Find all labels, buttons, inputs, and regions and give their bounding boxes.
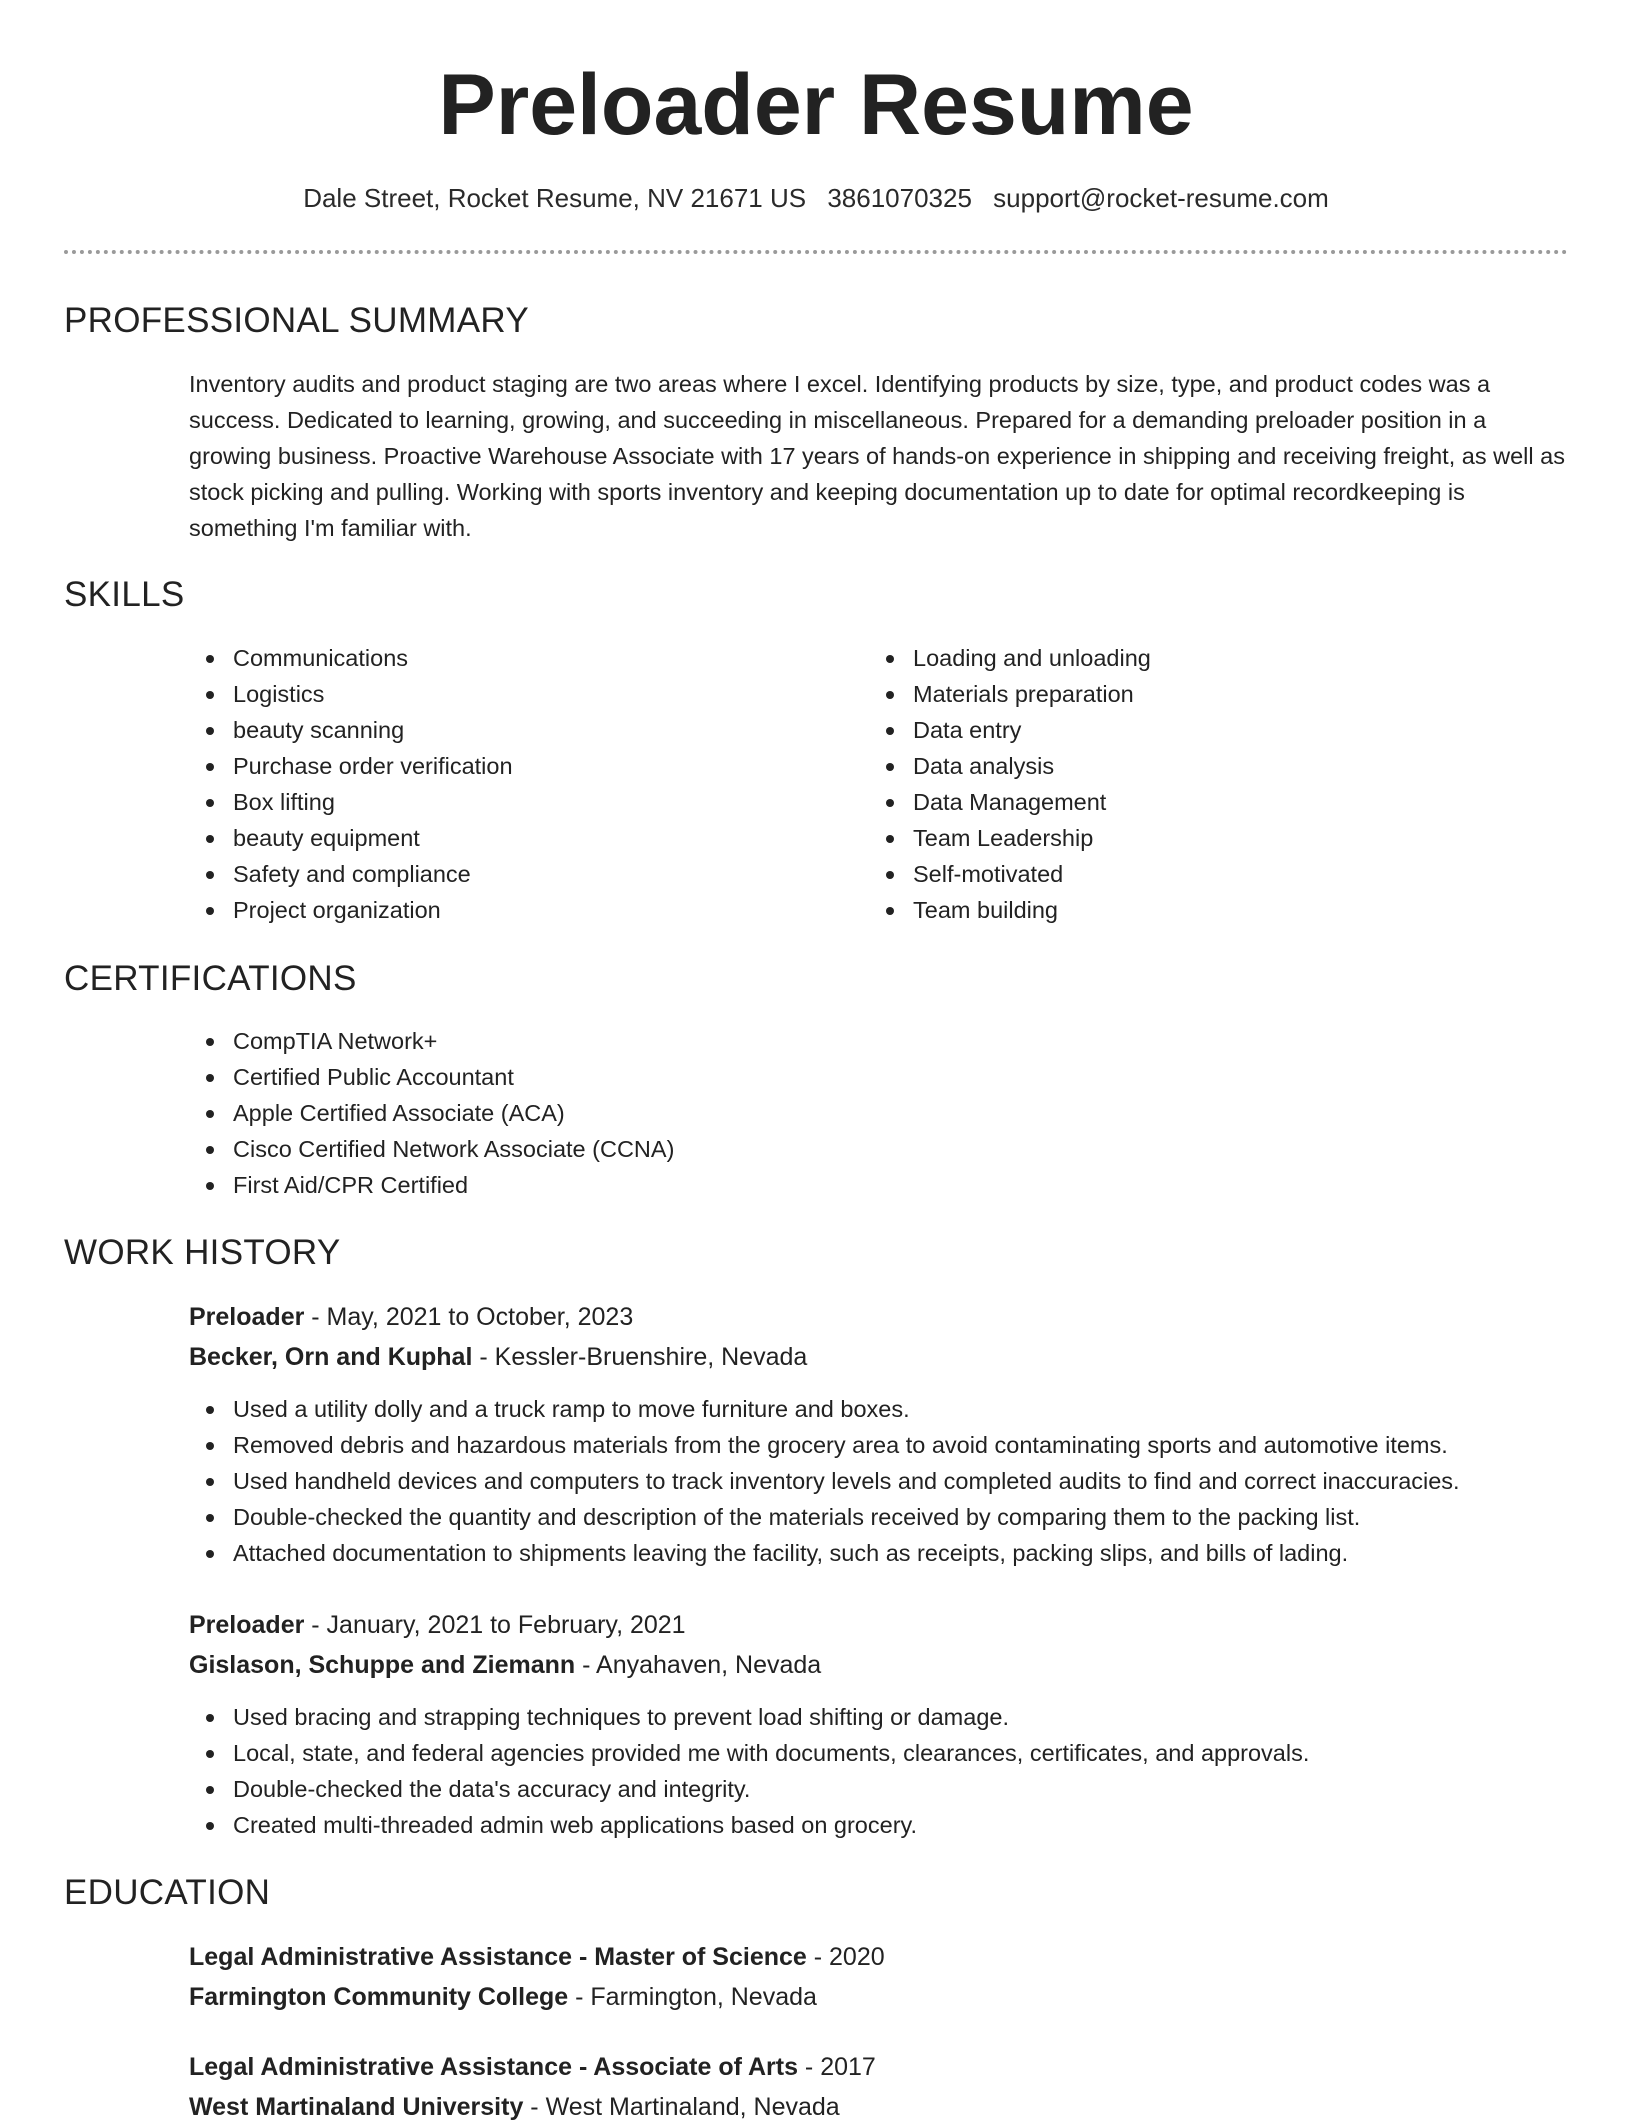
job-bullet: Created multi-threaded admin web applications based on grocery. bbox=[189, 1807, 1309, 1843]
skills-list-left bbox=[189, 640, 513, 928]
education-location: - West Martinaland, Nevada bbox=[523, 2093, 840, 2121]
header-divider bbox=[64, 250, 1568, 254]
job-location: - Kessler-Bruenshire, Nevada bbox=[472, 1343, 808, 1371]
job-bullets bbox=[189, 1391, 1460, 1571]
education-school: Farmington Community College bbox=[189, 1983, 569, 2011]
skills-heading: SKILLS bbox=[64, 575, 185, 614]
education-degree: Legal Administrative Assistance - Master of Science bbox=[189, 1943, 807, 1971]
job-company-line bbox=[189, 1337, 807, 1377]
job-title: Preloader bbox=[189, 1611, 305, 1639]
contact-line bbox=[0, 178, 1632, 218]
summary-heading: PROFESSIONAL SUMMARY bbox=[64, 301, 529, 340]
job-bullet: Double-checked the data's accuracy and integrity. bbox=[189, 1771, 1309, 1807]
skill-item: Project organization bbox=[189, 892, 513, 928]
job-company: Gislason, Schuppe and Ziemann bbox=[189, 1651, 576, 1679]
job-title: Preloader bbox=[189, 1303, 305, 1331]
job-bullets bbox=[189, 1699, 1309, 1843]
skill-item: Data analysis bbox=[869, 748, 1151, 784]
education-degree: Legal Administrative Assistance - Associate of Arts bbox=[189, 2053, 798, 2081]
job-bullet: Attached documentation to shipments leaving the facility, such as receipts, packing slips, and bills of lading. bbox=[189, 1535, 1460, 1571]
resume-title: Preloader Resume bbox=[438, 57, 1194, 153]
education-year: - 2020 bbox=[806, 1943, 885, 1971]
job-bullet: Used a utility dolly and a truck ramp to move furniture and boxes. bbox=[189, 1391, 1460, 1427]
job-company: Becker, Orn and Kuphal bbox=[189, 1343, 473, 1371]
skill-item: Purchase order verification bbox=[189, 748, 513, 784]
skill-item: Team building bbox=[869, 892, 1151, 928]
job-title-line bbox=[189, 1297, 633, 1337]
contact-email: support@rocket-resume.com bbox=[993, 183, 1329, 213]
education-school-line bbox=[189, 2087, 840, 2127]
certification-item: CompTIA Network+ bbox=[189, 1023, 674, 1059]
skill-item: beauty scanning bbox=[189, 712, 513, 748]
skill-item: Data entry bbox=[869, 712, 1151, 748]
certification-item: First Aid/CPR Certified bbox=[189, 1167, 674, 1203]
job-bullet: Used handheld devices and computers to track inventory levels and completed audits to find and correct inaccuracies. bbox=[189, 1463, 1460, 1499]
job-bullet: Local, state, and federal agencies provided me with documents, clearances, certificates, and approvals. bbox=[189, 1735, 1309, 1771]
education-heading: EDUCATION bbox=[64, 1873, 271, 1912]
skill-item: Team Leadership bbox=[869, 820, 1151, 856]
education-school-line bbox=[189, 1977, 817, 2017]
job-bullet: Double-checked the quantity and description of the materials received by comparing them to the packing list. bbox=[189, 1499, 1460, 1535]
job-dates: - May, 2021 to October, 2023 bbox=[304, 1303, 634, 1331]
work-history-heading: WORK HISTORY bbox=[64, 1233, 341, 1272]
skill-item: Logistics bbox=[189, 676, 513, 712]
certifications-list bbox=[189, 1023, 674, 1203]
education-year: - 2017 bbox=[797, 2053, 876, 2081]
skill-item: Communications bbox=[189, 640, 513, 676]
education-degree-line bbox=[189, 2047, 876, 2087]
skill-item: Loading and unloading bbox=[869, 640, 1151, 676]
job-company-line bbox=[189, 1645, 821, 1685]
skill-item: Data Management bbox=[869, 784, 1151, 820]
job-location: - Anyahaven, Nevada bbox=[575, 1651, 822, 1679]
skill-item: Safety and compliance bbox=[189, 856, 513, 892]
education-school: West Martinaland University bbox=[189, 2093, 524, 2121]
skill-item: Materials preparation bbox=[869, 676, 1151, 712]
skill-item: beauty equipment bbox=[189, 820, 513, 856]
skill-item: Self-motivated bbox=[869, 856, 1151, 892]
job-title-line bbox=[189, 1605, 686, 1645]
certifications-heading: CERTIFICATIONS bbox=[64, 959, 357, 998]
job-dates: - January, 2021 to February, 2021 bbox=[304, 1611, 686, 1639]
summary-text: Inventory audits and product staging are two areas where I excel. Identifying products by size, type, and product codes was a success. Dedicated to learning, growing, and succeeding in miscellaneous. Prepared for a demanding preloader position in a growing business. Proactive Warehouse Associate with 17 years of hands-on experience in shipping and receiving freight, as well as stock picking and pulling. Working with sports inventory and keeping documentation up to date for optimal recordkeeping is something I'm familiar with. bbox=[189, 371, 1565, 541]
skill-item: Box lifting bbox=[189, 784, 513, 820]
contact-phone: 3861070325 bbox=[827, 183, 972, 213]
certification-item: Certified Public Accountant bbox=[189, 1059, 674, 1095]
job-bullet: Removed debris and hazardous materials from the grocery area to avoid contaminating sports and automotive items. bbox=[189, 1427, 1460, 1463]
certification-item: Cisco Certified Network Associate (CCNA) bbox=[189, 1131, 674, 1167]
certification-item: Apple Certified Associate (ACA) bbox=[189, 1095, 674, 1131]
contact-address: Dale Street, Rocket Resume, NV 21671 US bbox=[303, 183, 807, 213]
job-bullet: Used bracing and strapping techniques to prevent load shifting or damage. bbox=[189, 1699, 1309, 1735]
education-location: - Farmington, Nevada bbox=[568, 1983, 817, 2011]
education-degree-line bbox=[189, 1937, 885, 1977]
skills-list-right bbox=[869, 640, 1151, 928]
